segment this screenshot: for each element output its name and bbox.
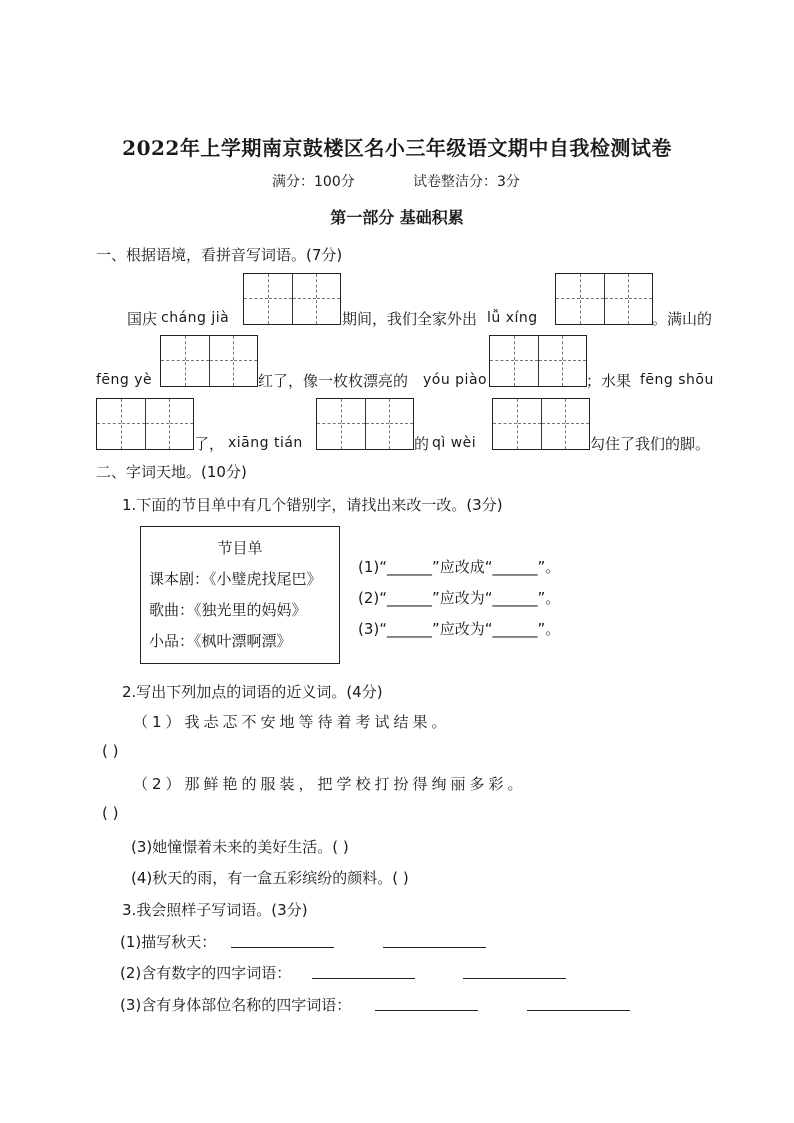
synonym-item: （2）那鲜艳的服装，把学校打扮得绚丽多彩。 (133, 775, 527, 793)
q1-pinyin: fēng shōu (640, 372, 714, 388)
q1-heading: 一、根据语境，看拼音写词语。(7分) (96, 246, 343, 264)
answer-line[interactable] (383, 947, 486, 948)
neat-score: 试卷整洁分：3分 (413, 174, 520, 190)
correction-line[interactable]: (3)“______”应改为“______”。 (358, 620, 561, 638)
q1-text: 了， (194, 435, 225, 453)
q2-sub1: 1.下面的节目单中有几个错别字，请找出来改一改。(3分) (122, 496, 503, 514)
synonym-item[interactable]: (3)她憧憬着未来的美好生活。( ) (131, 838, 349, 856)
program-item: 课本剧：《小璧虎找尾巴》 (149, 570, 322, 588)
char-grid-5[interactable] (96, 398, 194, 450)
char-grid-7[interactable] (492, 398, 590, 450)
part-title: 第一部分 基础积累 (330, 208, 464, 227)
q1-text: ；水果 (586, 372, 632, 390)
program-item: 小品：《枫叶漂啊漂》 (149, 632, 292, 650)
q1-text: 期间，我们全家外出 (342, 310, 478, 328)
q1-pinyin: fēng yè (96, 372, 153, 388)
synonym-item: （1）我忐忑不安地等待着考试结果。 (133, 713, 451, 731)
answer-line[interactable] (463, 978, 566, 979)
synonym-item[interactable]: (4)秋天的雨，有一盒五彩缤纷的颜料。( ) (131, 869, 409, 887)
answer-line[interactable] (231, 947, 334, 948)
q1-text: 勾住了我们的脚。 (590, 435, 711, 453)
q1-text: 国庆 (127, 310, 158, 328)
char-grid-3[interactable] (160, 335, 258, 387)
q2-sub3: 3.我会照样子写词语。(3分) (122, 901, 308, 919)
program-item: 歌曲：《独光里的妈妈》 (149, 601, 307, 619)
answer-line[interactable] (312, 978, 415, 979)
word-prompt: (2)含有数字的四字词语： (120, 964, 292, 982)
answer-line[interactable] (527, 1010, 630, 1011)
q2-sub2: 2.写出下列加点的词语的近义词。(4分) (122, 683, 383, 701)
q2-heading: 二、字词天地。(10分) (96, 463, 247, 481)
q1-pinyin: cháng jià (161, 310, 230, 326)
answer-bracket[interactable]: ( ) (102, 804, 119, 822)
char-grid-1[interactable] (243, 273, 341, 325)
program-title: 节目单 (217, 539, 263, 557)
q1-text: 。满山的 (652, 310, 713, 328)
program-box (140, 526, 340, 664)
q1-text: 红了，像一枚枚漂亮的 (258, 372, 409, 390)
q1-pinyin: yóu piào (423, 372, 488, 388)
char-grid-2[interactable] (555, 273, 653, 325)
correction-line[interactable]: (2)“______”应改为“______”。 (358, 589, 561, 607)
char-grid-6[interactable] (316, 398, 414, 450)
q1-pinyin: qì wèi (432, 435, 477, 451)
q1-pinyin: lǚ xíng (487, 310, 538, 326)
word-prompt: (1)描写秋天： (120, 933, 217, 951)
char-grid-4[interactable] (489, 335, 587, 387)
full-score: 满分：100分 (272, 174, 355, 190)
answer-bracket[interactable]: ( ) (102, 742, 119, 760)
exam-title: 2022年上学期南京鼓楼区名小三年级语文期中自我检测试卷 (122, 136, 672, 160)
word-prompt: (3)含有身体部位名称的四字词语： (120, 996, 352, 1014)
answer-line[interactable] (375, 1010, 478, 1011)
correction-line[interactable]: (1)“______”应改成“______”。 (358, 558, 561, 576)
q1-pinyin: xiāng tián (228, 435, 303, 451)
q1-text: 的 (414, 435, 430, 453)
